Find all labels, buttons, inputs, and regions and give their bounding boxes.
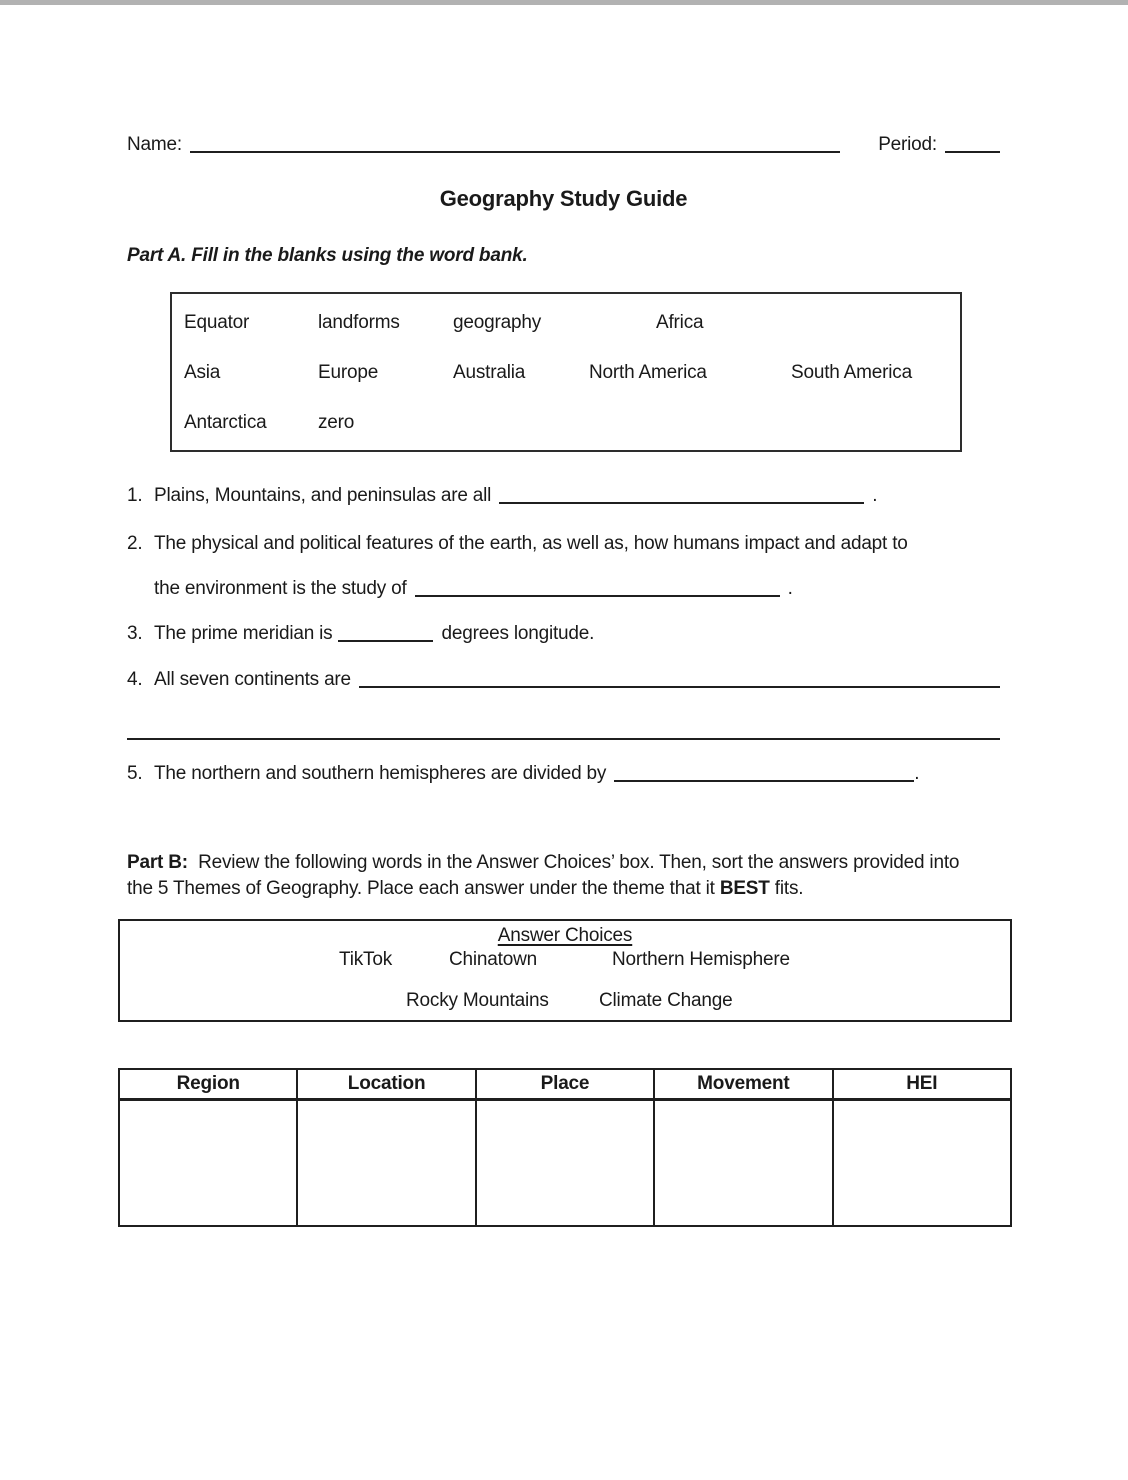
part-b-text-line-2-end: fits.: [769, 878, 804, 899]
answer-cell-region[interactable]: [119, 1099, 297, 1226]
column-header-location: Location: [297, 1069, 475, 1099]
column-header-movement: Movement: [654, 1069, 832, 1099]
answer-cell-location[interactable]: [297, 1099, 475, 1226]
question-2: [127, 530, 1000, 603]
word-bank-row: [184, 398, 950, 448]
question-tail: .: [872, 485, 878, 506]
column-header-place: Place: [476, 1069, 654, 1099]
word-bank-word: South America: [791, 362, 912, 383]
themes-table-header-row: [119, 1069, 1011, 1099]
question-text: [154, 482, 1000, 510]
question-5-blank[interactable]: [614, 763, 914, 782]
part-a-heading: Part A. Fill in the blanks using the word bank.: [127, 245, 528, 266]
question-number: 3.: [127, 623, 143, 644]
question-5: [127, 760, 1000, 788]
answer-choice: Climate Change: [599, 990, 733, 1011]
question-tail: .: [914, 763, 920, 784]
name-period-row: [127, 131, 1000, 156]
word-bank-word: Australia: [453, 362, 526, 383]
word-bank-row: [184, 348, 950, 398]
question-4: [127, 666, 1000, 746]
question-number: 4.: [127, 669, 143, 690]
column-header-hei: HEI: [833, 1069, 1011, 1099]
question-tail: degrees longitude.: [441, 623, 595, 644]
word-bank-word: zero: [318, 412, 355, 433]
word-bank-word: geography: [453, 312, 541, 333]
word-bank-word: Europe: [318, 362, 379, 383]
question-2-line-2: [154, 575, 1000, 603]
word-bank-word: Africa: [656, 312, 704, 333]
question-1: [127, 482, 1000, 510]
question-text-fragment: Plains, Mountains, and peninsulas are all: [154, 485, 492, 506]
name-blank[interactable]: [190, 134, 840, 153]
question-text: [154, 760, 1000, 788]
answer-cell-movement[interactable]: [654, 1099, 832, 1226]
name-label: Name:: [127, 134, 182, 155]
part-b-best-emphasis: BEST: [719, 878, 770, 899]
answer-cell-hei[interactable]: [833, 1099, 1011, 1226]
answer-choice: Northern Hemisphere: [612, 949, 790, 970]
word-bank-word: landforms: [318, 312, 400, 333]
themes-table-answer-row: [119, 1099, 1011, 1226]
word-bank-row: [184, 298, 950, 348]
worksheet-page: [127, 5, 1000, 1227]
themes-table: [118, 1068, 1012, 1227]
question-4-blank[interactable]: [359, 669, 1000, 688]
word-bank-word: Antarctica: [184, 412, 267, 433]
part-b-text-line-2: the 5 Themes of Geography. Place each answer under the theme that it: [127, 878, 720, 899]
word-bank-word: North America: [589, 362, 707, 383]
answer-choices-box: [118, 919, 1012, 1022]
question-tail: .: [787, 578, 793, 599]
answer-choices-row: [120, 989, 1010, 1013]
part-b-heading: Part B:: [127, 852, 188, 873]
period-blank[interactable]: [945, 134, 1000, 153]
question-3-blank[interactable]: [338, 623, 433, 642]
question-text-fragment: The northern and southern hemispheres are divided by: [154, 763, 607, 784]
answer-choices-row: [120, 948, 1010, 972]
question-text-fragment: The physical and political features of the earth, as well as, how humans impact and adapt to: [154, 533, 908, 554]
question-text: [154, 620, 1000, 648]
question-number: 5.: [127, 763, 143, 784]
answer-choice: Rocky Mountains: [406, 990, 549, 1011]
period-label: Period:: [878, 134, 937, 155]
column-header-region: Region: [119, 1069, 297, 1099]
part-b-text-line-1: Review the following words in the Answer Choices’ box. Then, sort the answers provided into: [198, 852, 960, 873]
question-text-fragment: All seven continents are: [154, 669, 351, 690]
word-bank-word: Equator: [184, 312, 250, 333]
answer-cell-place[interactable]: [476, 1099, 654, 1226]
answer-choice: Chinatown: [449, 949, 537, 970]
part-a-questions: [127, 482, 1000, 788]
answer-choices-title: Answer Choices: [497, 925, 633, 946]
answer-choice: TikTok: [339, 949, 392, 970]
question-number: 1.: [127, 485, 143, 506]
question-3: [127, 620, 1000, 648]
question-1-blank[interactable]: [499, 485, 864, 504]
question-4-blank-line-2[interactable]: [127, 721, 1000, 740]
question-text: [154, 666, 1000, 694]
word-bank-box: [170, 292, 962, 452]
question-text-fragment: The prime meridian is: [154, 623, 333, 644]
question-number: 2.: [127, 533, 143, 554]
question-4-line-2: [127, 718, 1000, 746]
question-2-blank[interactable]: [415, 578, 780, 597]
word-bank-word: Asia: [184, 362, 221, 383]
page-title: Geography Study Guide: [439, 186, 688, 211]
question-text-fragment: the environment is the study of: [154, 578, 407, 599]
part-b-instructions: [127, 850, 1000, 902]
